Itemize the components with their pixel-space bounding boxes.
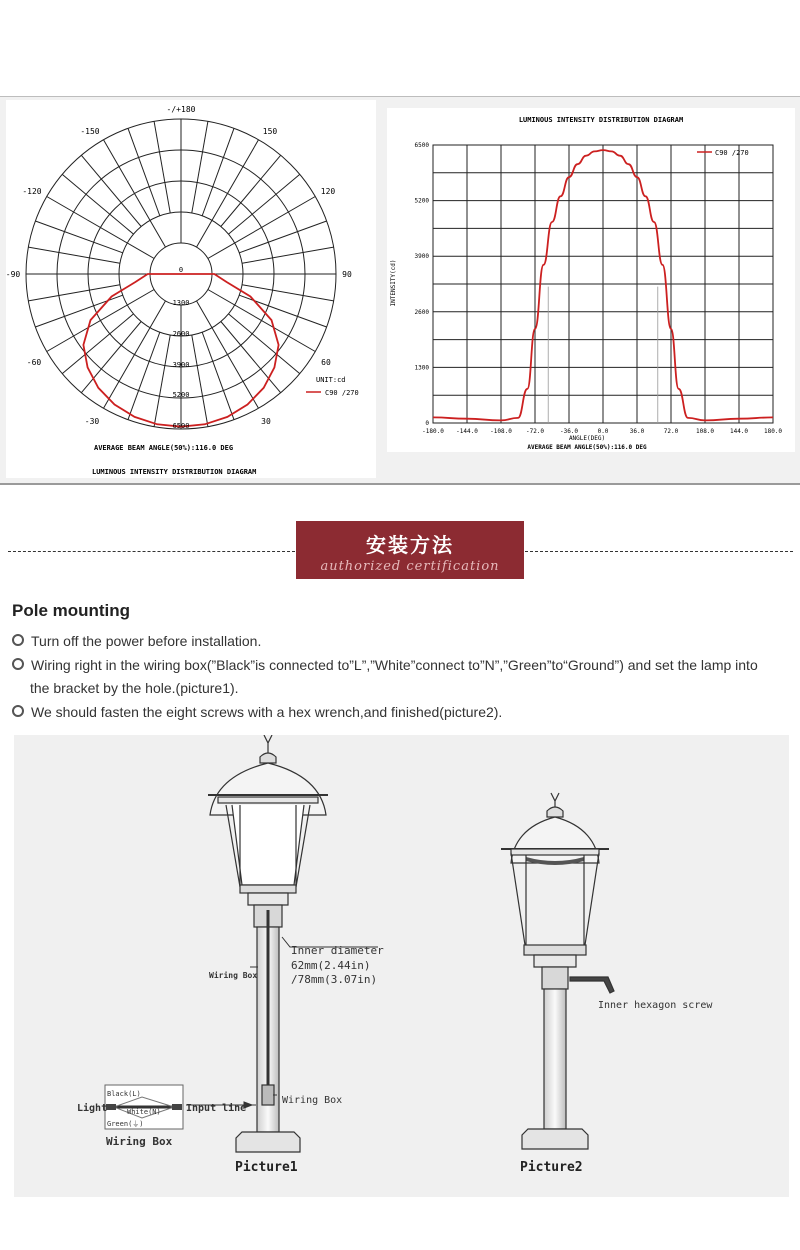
polar-diagram bbox=[6, 100, 376, 478]
cart-xtick-label: 108.0 bbox=[695, 428, 715, 435]
cart-xlabel: ANGLE(DEG) bbox=[568, 435, 606, 442]
input-line-label: Input line bbox=[186, 1103, 247, 1114]
divider-left bbox=[8, 551, 295, 552]
angle-label-neg150: -150 bbox=[80, 127, 100, 136]
cart-ylabel: INTENSITY(cd) bbox=[390, 259, 397, 307]
polar-caption: LUMINOUS INTENSITY DISTRIBUTION DIAGRAM bbox=[92, 468, 257, 476]
polar-spoke bbox=[154, 121, 170, 213]
cart-ytick-label: 5200 bbox=[414, 197, 429, 205]
radial-label-2600: 2600 bbox=[172, 330, 190, 338]
section-subtitle: authorized certification bbox=[320, 559, 500, 574]
dim-62mm: 62mm(2.44in) bbox=[291, 959, 371, 972]
cartesian-diagram bbox=[387, 108, 795, 452]
installation-illustration bbox=[14, 735, 789, 1197]
inner-diameter-label: Inner diameter bbox=[291, 944, 384, 957]
dim-78mm: /78mm(3.07in) bbox=[291, 973, 378, 986]
installation-drawing bbox=[14, 735, 789, 1197]
polar-beam-angle: AVERAGE BEAM ANGLE(50%):116.0 DEG bbox=[94, 444, 234, 452]
cart-xtick-label: 36.0 bbox=[629, 428, 645, 435]
lamp-picture2 bbox=[501, 793, 614, 1149]
cart-title: LUMINOUS INTENSITY DISTRIBUTION DIAGRAM bbox=[518, 116, 684, 124]
divider-right bbox=[525, 551, 793, 552]
picture1-caption: Picture1 bbox=[235, 1160, 298, 1175]
cart-ytick-label: 1300 bbox=[414, 364, 429, 372]
step-2-text-line2: the bracket by the hole.(picture1). bbox=[30, 680, 239, 696]
black-l-label: Black(L) bbox=[107, 1090, 141, 1098]
angle-label-150: 150 bbox=[262, 127, 278, 136]
cart-xtick-label: 144.0 bbox=[729, 428, 749, 435]
radial-label-0: 0 bbox=[178, 266, 184, 274]
wiring-box-label-mid: Wiring Box bbox=[282, 1095, 343, 1106]
angle-label-neg90: -90 bbox=[6, 270, 21, 279]
radial-label-1300: 1300 bbox=[172, 299, 190, 307]
angle-label-neg30: -30 bbox=[84, 417, 100, 426]
inner-hexagon-screw-label: Inner hexagon screw bbox=[598, 1000, 713, 1011]
cart-ytick-label: 0 bbox=[425, 420, 429, 427]
angle-label-30: 30 bbox=[261, 417, 271, 426]
polar-spoke bbox=[192, 335, 208, 427]
step-3 bbox=[12, 701, 792, 724]
polar-spoke bbox=[239, 221, 326, 253]
polar-unit-label: UNIT:cd bbox=[316, 376, 346, 384]
bullet-circle-icon bbox=[12, 658, 24, 670]
white-n-label: White(N) bbox=[127, 1108, 161, 1116]
cartesian-diagram-card bbox=[387, 108, 795, 452]
cart-grid bbox=[433, 145, 773, 423]
radial-label-6500: 6500 bbox=[172, 422, 190, 430]
polar-legend-label: C90 /270 bbox=[325, 389, 359, 397]
cart-xtick-label: -144.0 bbox=[456, 428, 478, 435]
step-2-text-line1: Wiring right in the wiring box(”Black”is connected to”L”,”White”connect to”N”,”Green”to“Ground”) and set the lamp into bbox=[31, 657, 758, 673]
pole-mounting-heading: Pole mounting bbox=[12, 601, 131, 620]
step-3-text: We should fasten the eight screws with a hex wrench,and finished(picture2). bbox=[31, 704, 503, 720]
cart-y-ticks bbox=[415, 142, 430, 427]
polar-spoke bbox=[154, 335, 170, 427]
polar-spoke bbox=[28, 285, 120, 301]
step-1 bbox=[12, 630, 792, 653]
wiring-box-label-upper: Wiring Box bbox=[209, 971, 258, 980]
polar-spoke bbox=[28, 247, 120, 263]
polar-spoke bbox=[192, 121, 208, 213]
angle-label-180: -/+180 bbox=[166, 105, 196, 114]
radial-label-3900: 3900 bbox=[172, 361, 190, 369]
wiring-box-caption: Wiring Box bbox=[106, 1135, 173, 1148]
polar-spoke bbox=[128, 128, 160, 215]
angle-label-60: 60 bbox=[321, 358, 331, 367]
bullet-circle-icon bbox=[12, 705, 24, 717]
cart-ytick-label: 3900 bbox=[414, 253, 429, 261]
radial-label-5200: 5200 bbox=[172, 391, 190, 399]
cart-xtick-label: 0.0 bbox=[597, 428, 609, 435]
cart-xtick-label: -108.0 bbox=[490, 428, 512, 435]
picture2-caption: Picture2 bbox=[520, 1160, 583, 1175]
polar-spoke bbox=[202, 128, 234, 215]
polar-spoke bbox=[35, 221, 122, 253]
polar-spoke bbox=[242, 247, 334, 263]
cart-xtick-label: 72.0 bbox=[663, 428, 679, 435]
cart-ytick-label: 6500 bbox=[414, 142, 429, 149]
cart-beam-angle: AVERAGE BEAM ANGLE(50%):116.0 DEG bbox=[527, 444, 647, 451]
section-title-banner bbox=[296, 521, 524, 579]
cart-ytick-label: 2600 bbox=[414, 308, 429, 316]
step-2 bbox=[12, 654, 792, 700]
cart-x-ticks bbox=[422, 428, 782, 435]
polar-spoke bbox=[202, 332, 234, 419]
section-title: 安装方法 bbox=[366, 533, 454, 557]
polar-spoke bbox=[242, 285, 334, 301]
bullet-circle-icon bbox=[12, 634, 24, 646]
green-ground-label: Green(⏚) bbox=[107, 1120, 144, 1128]
angle-label-90: 90 bbox=[342, 270, 352, 279]
cart-xtick-label: -72.0 bbox=[525, 428, 545, 435]
light-label: Light bbox=[77, 1103, 108, 1114]
step-1-text: Turn off the power before installation. bbox=[31, 633, 262, 649]
angle-label-120: 120 bbox=[320, 187, 336, 196]
cart-xtick-label: 180.0 bbox=[763, 428, 783, 435]
angle-label-neg120: -120 bbox=[22, 187, 42, 196]
angle-label-neg60: -60 bbox=[26, 358, 42, 367]
cart-xtick-label: -180.0 bbox=[422, 428, 444, 435]
cart-xtick-label: -36.0 bbox=[559, 428, 579, 435]
polar-diagram-card bbox=[6, 100, 376, 478]
polar-spoke bbox=[128, 332, 160, 419]
cart-legend-label: C90 /270 bbox=[715, 149, 749, 157]
